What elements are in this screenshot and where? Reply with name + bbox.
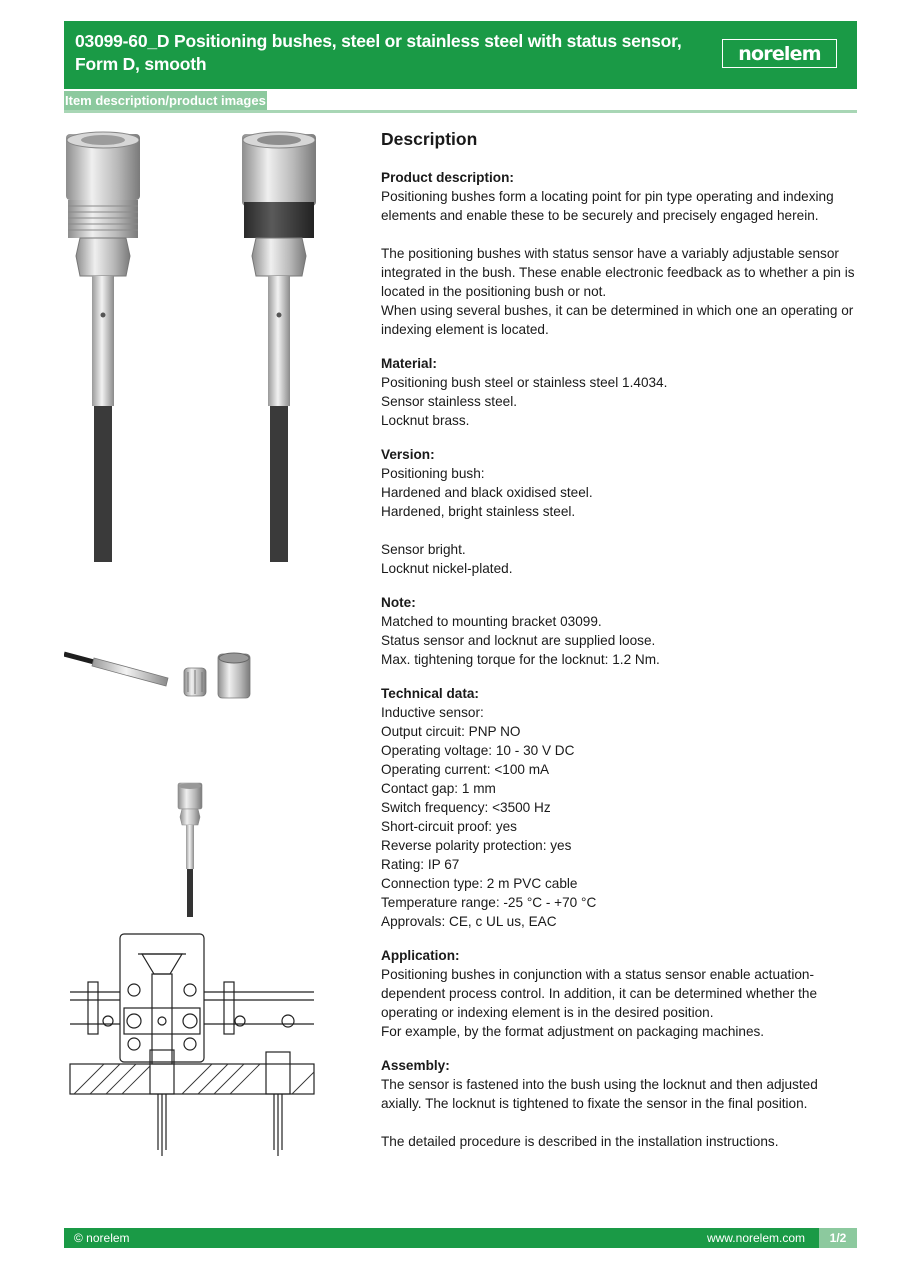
section-text: Status sensor and locknut are supplied loose. bbox=[381, 633, 656, 648]
page-number: 1/2 bbox=[819, 1228, 857, 1248]
description-section bbox=[381, 946, 857, 1041]
section-text: Rating: IP 67 bbox=[381, 857, 460, 872]
section-text: Operating current: <100 mA bbox=[381, 762, 550, 777]
section-text: Locknut brass. bbox=[381, 413, 470, 428]
description-section bbox=[381, 354, 857, 430]
product-images-column bbox=[64, 120, 320, 1165]
section-text: Hardened, bright stainless steel. bbox=[381, 504, 576, 519]
section-heading: Version: bbox=[381, 447, 435, 462]
page-footer bbox=[64, 1228, 857, 1248]
section-text: Contact gap: 1 mm bbox=[381, 781, 496, 796]
section-heading: Product description: bbox=[381, 170, 514, 185]
section-heading: Assembly: bbox=[381, 1058, 450, 1073]
product-image-bushes bbox=[64, 120, 320, 565]
description-section bbox=[381, 593, 857, 669]
section-text: Hardened and black oxidised steel. bbox=[381, 485, 593, 500]
section-text: Approvals: CE, c UL us, EAC bbox=[381, 914, 557, 929]
section-text: Positioning bush: bbox=[381, 466, 485, 481]
description-section bbox=[381, 445, 857, 578]
description-section bbox=[381, 168, 857, 339]
section-text: Connection type: 2 m PVC cable bbox=[381, 876, 578, 891]
description-column bbox=[381, 128, 857, 1166]
section-text: Sensor bright. bbox=[381, 542, 466, 557]
section-heading: Note: bbox=[381, 595, 416, 610]
section-text: Sensor stainless steel. bbox=[381, 394, 518, 409]
section-text: Switch frequency: <3500 Hz bbox=[381, 800, 551, 815]
section-text: Positioning bushes form a locating point for pin type operating and indexing elements and enable these to be securely and precisely engaged herein. bbox=[381, 189, 834, 223]
page-title: 03099-60_D Positioning bushes, steel or stainless steel with status sensor, Form D, smooth bbox=[75, 31, 682, 74]
section-divider bbox=[64, 110, 857, 113]
norelem-logo: norelem bbox=[722, 39, 837, 68]
section-text: Operating voltage: 10 - 30 V DC bbox=[381, 743, 575, 758]
description-section bbox=[381, 1056, 857, 1151]
section-text: The sensor is fastened into the bush using the locknut and then adjusted axially. The locknut is tightened to fixate the sensor in the final position. bbox=[381, 1077, 818, 1111]
section-text: For example, by the format adjustment on packaging machines. bbox=[381, 1024, 765, 1039]
footer-website-link[interactable]: www.norelem.com bbox=[706, 1231, 805, 1245]
section-heading: Technical data: bbox=[381, 686, 479, 701]
section-text: Max. tightening torque for the locknut: 1.2 Nm. bbox=[381, 652, 660, 667]
section-heading: Material: bbox=[381, 356, 437, 371]
section-text: Temperature range: -25 °C - +70 °C bbox=[381, 895, 597, 910]
section-text: Matched to mounting bracket 03099. bbox=[381, 614, 602, 629]
page-header bbox=[64, 21, 857, 89]
section-text: Reverse polarity protection: yes bbox=[381, 838, 572, 853]
footer-copyright: © norelem bbox=[74, 1231, 130, 1245]
section-text: Locknut nickel-plated. bbox=[381, 561, 513, 576]
product-image-assembled bbox=[64, 775, 320, 920]
section-text: The detailed procedure is described in the installation instructions. bbox=[381, 1134, 779, 1149]
section-text: Output circuit: PNP NO bbox=[381, 724, 521, 739]
section-text: Positioning bushes in conjunction with a status sensor enable actuation-dependent process control. In addition, it can be determined whether the operating or indexing element is in the desired position. bbox=[381, 967, 818, 1020]
description-heading: Description bbox=[381, 129, 478, 149]
section-text: Positioning bush steel or stainless steel 1.4034. bbox=[381, 375, 668, 390]
section-text: The positioning bushes with status sensor have a variably adjustable sensor integrated in the bush. These enable electronic feedback as to whether a pin is located in the positioning bush or not. bbox=[381, 246, 855, 299]
section-heading: Application: bbox=[381, 948, 460, 963]
description-sections bbox=[381, 168, 857, 1151]
section-tab-item-description: Item description/product images bbox=[65, 93, 266, 108]
paragraph-gap bbox=[381, 521, 857, 540]
section-text: When using several bushes, it can be determined in which one an operating or indexing element is located. bbox=[381, 303, 854, 337]
description-section bbox=[381, 684, 857, 931]
section-text: Short-circuit proof: yes bbox=[381, 819, 517, 834]
technical-drawing bbox=[64, 930, 320, 1165]
paragraph-gap bbox=[381, 225, 857, 244]
product-image-components bbox=[64, 620, 320, 720]
section-text: Inductive sensor: bbox=[381, 705, 484, 720]
paragraph-gap bbox=[381, 1113, 857, 1132]
